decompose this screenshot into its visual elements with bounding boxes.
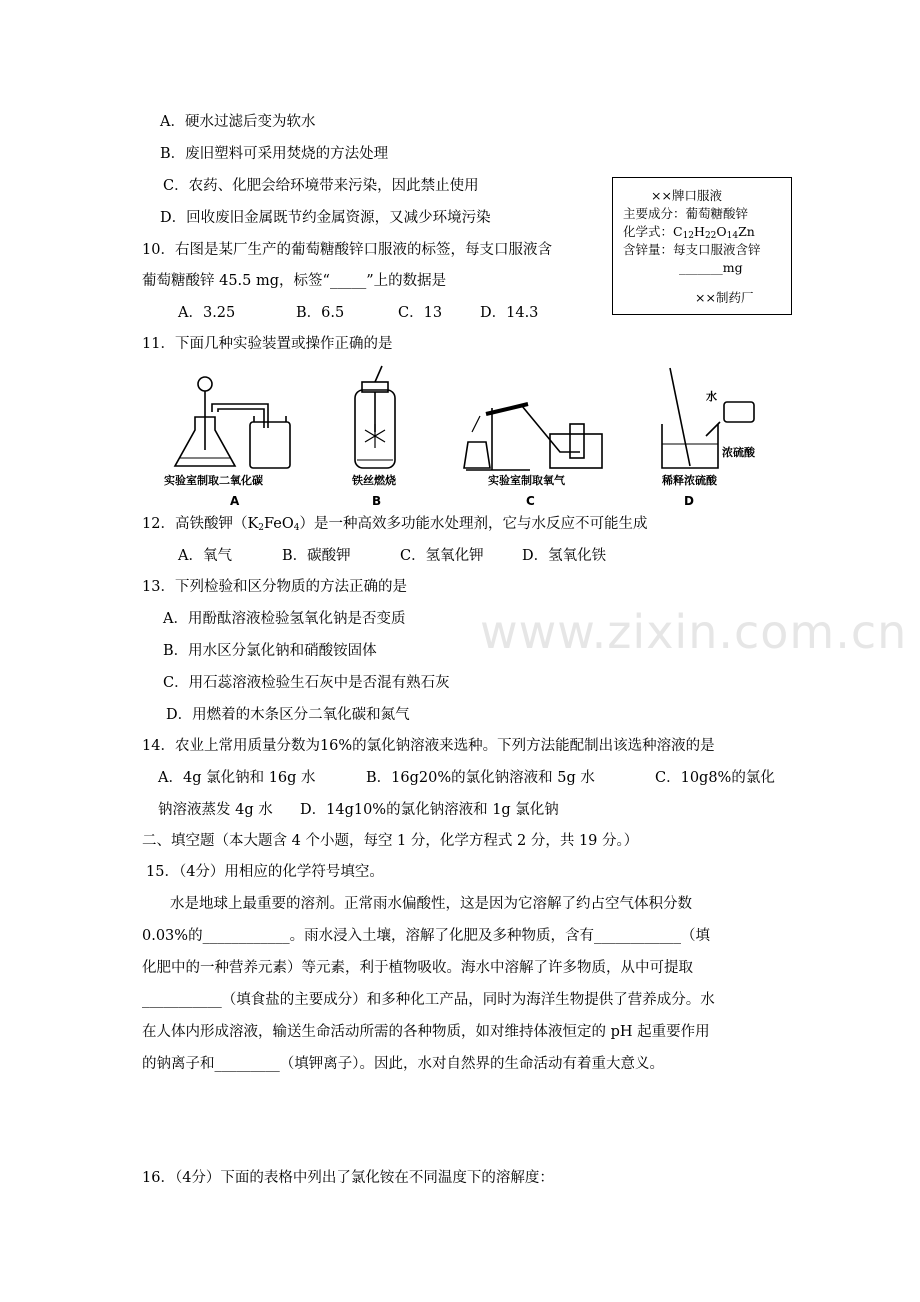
letter-a: A: [230, 494, 240, 508]
caption-b: 铁丝燃烧: [352, 474, 396, 487]
q14-option-c-cont: 钠溶液蒸发 4g 水: [158, 802, 273, 818]
label-conc-acid: 浓硫酸: [722, 446, 755, 459]
q9-option-a: A．硬水过滤后变为软水: [160, 114, 316, 130]
watermark-text: www.zixin.com.cn: [480, 605, 908, 659]
q9-option-d: D．回收废旧金属既节约金属资源，又减少环境污染: [160, 210, 491, 226]
caption-c: 实验室制取氧气: [488, 474, 565, 487]
q9-option-c: C．农药、化肥会给环境带来污染，因此禁止使用: [163, 178, 479, 194]
co2-apparatus-drawing: [175, 377, 290, 468]
section-2-heading: 二、填空题（本大题含 4 个小题，每空 1 分，化学方程式 2 分，共 19 分。）: [142, 833, 639, 849]
iron-wire-burning-drawing: [355, 366, 395, 468]
q12-option-a: A．氧气: [178, 548, 232, 564]
label-ingredient: 主要成分：葡萄糖酸锌: [623, 206, 749, 221]
q11-apparatus-figure: [150, 362, 770, 512]
q10-stem-line1: 10．右图是某厂生产的葡萄糖酸锌口服液的标签，每支口服液含: [142, 242, 552, 258]
q10-option-b: B．6.5: [296, 305, 345, 321]
q12-option-b: B．碳酸钾: [282, 548, 351, 564]
q14-option-c: C．10g8%的氯化: [655, 770, 775, 786]
q14-option-d: D．14g10%的氯化钠溶液和 1g 氯化钠: [300, 802, 559, 818]
letter-c: C: [526, 494, 535, 508]
label-zinc-content: 含锌量：每支口服液含锌: [623, 242, 761, 257]
caption-a: 实验室制取二氧化碳: [164, 474, 263, 487]
oxygen-apparatus-drawing: [464, 404, 602, 470]
q10-options: [178, 303, 538, 323]
label-blank-unit: _______mg: [679, 260, 743, 275]
letter-d: D: [684, 494, 694, 508]
q16-stem: 16．（4分）下面的表格中列出了氯化铵在不同温度下的溶解度：: [142, 1170, 554, 1186]
label-formula: 化学式：$C_{12}H_{22}O_{14}Zn$: [623, 224, 755, 241]
medicine-label-box: [612, 177, 792, 315]
apparatus-drawings: [150, 362, 770, 512]
q15-stem: 15．（4分）用相应的化学符号填空。: [146, 864, 384, 880]
q13-option-d: D．用燃着的木条区分二氧化碳和氮气: [166, 707, 410, 723]
q9-option-b: B．废旧塑料可采用焚烧的方法处理: [160, 146, 389, 162]
q15-para-line4: ___________（填食盐的主要成分）和多种化工产品，同时为海洋生物提供了营养成分。水: [142, 992, 715, 1008]
q10-option-a: A．3.25: [178, 305, 236, 321]
q12-option-c: C．氢氧化钾: [400, 548, 484, 564]
q14-options-row1: [158, 768, 775, 788]
q12-option-d: D．氢氧化铁: [522, 548, 607, 564]
q13-option-c: C．用石蕊溶液检验生石灰中是否混有熟石灰: [163, 675, 450, 691]
label-brand: ××牌口服液: [651, 188, 722, 203]
q14-stem: 14．农业上常用质量分数为16%的氯化钠溶液来选种。下列方法能配制出该选种溶液的是: [142, 738, 715, 754]
q12-stem: 12．高铁酸钾$(K_2FeO_4)$是一种高效多功能水处理剂，它与水反应不可能生成: [142, 516, 648, 533]
q15-para-line1: 水是地球上最重要的溶剂。正常雨水偏酸性，这是因为它溶解了约占空气体积分数: [170, 896, 692, 912]
letter-b: B: [372, 494, 382, 508]
q15-para-line3: 化肥中的一种营养元素）等元素，利于植物吸收。海水中溶解了许多物质，从中可提取: [142, 960, 693, 976]
q13-stem: 13．下列检验和区分物质的方法正确的是: [142, 579, 407, 595]
q13-option-b: B．用水区分氯化钠和硝酸铵固体: [163, 643, 377, 659]
q14-option-b: B．16g20%的氯化钠溶液和 5g 水: [366, 770, 595, 786]
q10-option-d: D．14.3: [480, 305, 539, 321]
q15-para-line6: 的钠离子和_________（填钾离子）。因此，水对自然界的生命活动有着重大意义。: [142, 1056, 664, 1072]
q14-option-a: A．4g 氯化钠和 16g 水: [158, 770, 316, 786]
label-water: 水: [706, 390, 717, 403]
q11-stem: 11．下面几种实验装置或操作正确的是: [142, 336, 393, 352]
q10-stem-line2: 葡萄糖酸锌 45.5 mg，标签“_____”上的数据是: [142, 273, 447, 289]
q13-option-a: A．用酚酞溶液检验氢氧化钠是否变质: [163, 611, 406, 627]
q14-options-row2: [158, 800, 559, 820]
caption-d: 稀释浓硫酸: [662, 474, 717, 487]
label-maker: ××制药厂: [695, 290, 754, 305]
q12-options: [178, 546, 606, 566]
q15-para-line2: 0.03%的____________。雨水浸入土壤，溶解了化肥及多种物质，含有____________（填: [142, 928, 711, 944]
q15-para-line5: 在人体内形成溶液，输送生命活动所需的各种物质，如对维持体液恒定的 pH 起重要作用: [142, 1024, 710, 1040]
q10-option-c: C．13: [398, 305, 443, 321]
